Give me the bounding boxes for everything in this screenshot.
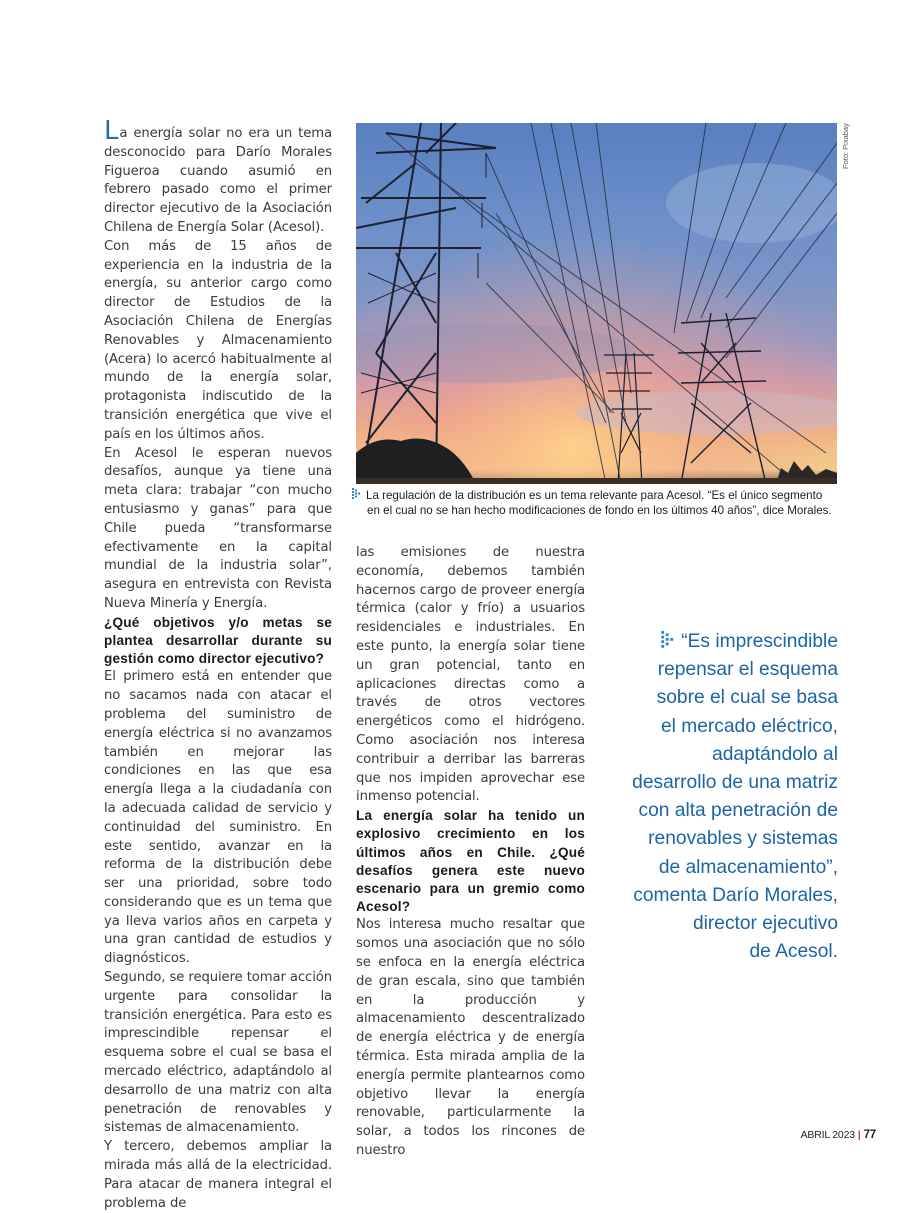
footer-separator: | xyxy=(857,1129,861,1141)
answer-paragraph: Y tercero, debemos ampliar la mirada más allá de la electricidad. Para atacar de manera integral el problema de xyxy=(104,1139,332,1211)
page-footer xyxy=(801,1129,876,1141)
answer-paragraph: Segundo, se requiere tomar acción urgente para consolidar la transición energética. Para esto es imprescindible repensar el esquema sobre el cual se basa el mercado eléctrico, adaptándolo al desarrollo de una matriz con alta penetración de renovables y sistemas de almacenamiento. xyxy=(104,970,332,1136)
article-photo xyxy=(356,123,837,484)
pull-quote: “Es imprescindible repensar el esquema sobre el cual se basa el mercado eléctrico, adaptándolo al desarrollo de una matriz con alta penetración de renovables y sistemas de almacenamiento”, comenta Darío Morales, director ejecutivo de Acesol. xyxy=(632,631,838,963)
intro-paragraph: La energía solar no era un tema desconocido para Darío Morales Figueroa cuando asumió en febrero pasado como el primer director ejecutivo de la Asociación Chilena de Energía Solar (Acesol). xyxy=(104,116,332,235)
photo-caption: La regulación de la distribución es un tema relevante para Acesol. “Es el único segmento en el cual no se han hecho modificaciones de fondo en los últimos 40 años”, dice Morales. xyxy=(352,488,842,518)
caption-bullet-icon xyxy=(352,488,364,500)
body-paragraph: las emisiones de nuestra economía, debemos también hacernos cargo de proveer energía térmica (calor y frío) a usuarios residenciales e industriales. En este punto, la energía solar tiene un gran potencial, tanto en aplicaciones directas como a través de otros vectores energéticos como el hidrógeno. Como asociación nos interesa contribuir a derribar las barreras que nos impiden aprovechar ese inmenso potencial. xyxy=(356,545,585,805)
transmission-towers-illustration xyxy=(356,123,837,484)
page-number: 77 xyxy=(863,1129,876,1141)
body-paragraph: En Acesol le esperan nuevos desafíos, aunque ya tiene una meta clara: trabajar “con mucho entusiasmo y ganas” para que Chile pueda “transformarse efectivamente en la capital mundial de la industria solar”, asegura en entrevista con Revista Nueva Minería y Energía. xyxy=(104,445,332,611)
interview-question-1: ¿Qué objetivos y/o metas se plantea desarrollar durante su gestión como director ejecutivo? xyxy=(104,614,332,667)
quote-bullet-icon xyxy=(661,631,677,649)
issue-date: ABRIL 2023 xyxy=(800,1129,855,1141)
drop-cap: L xyxy=(104,116,119,146)
article-column-1 xyxy=(104,116,332,1213)
photo-credit: Foto: Pixabay xyxy=(841,123,850,169)
article-column-2 xyxy=(356,544,585,1161)
interview-question-2: La energía solar ha tenido un explosivo crecimiento en los últimos años en Chile. ¿Qué desafíos genera este nuevo escenario para un gremio como Acesol? xyxy=(356,808,585,915)
answer-paragraph: El primero está en entender que no sacamos nada con atacar el problema del suministro de energía eléctrica si no avanzamos también en mejorar las condiciones en las que esa energía llega a la ciudadanía con la adecuada calidad de servicio y continuidad del suministro. En este sentido, avanzar en la reforma de la distribución debe ser una prioridad, sobre todo considerando que es un tema que ya lleva varios años en carpeta y una gran cantidad de estudios y diagnósticos. xyxy=(104,669,332,967)
answer-paragraph: Nos interesa mucho resaltar que somos una asociación que no sólo se enfoca en la energía eléctrica de gran escala, sino que también en la producción y almacenamiento descentralizado de energía eléctrica y de energía térmica. Esta mirada amplia de la energía permite plantearnos como objetivo llevar la energía renovable, particularmente la solar, a todos los rincones de nuestro xyxy=(356,917,585,1158)
body-paragraph: Con más de 15 años de experiencia en la industria de la energía, su anterior cargo como director de Estudios de la Asociación Chilena de Energías Renovables y Almacenamiento (Acera) lo acercó habitualmente al mundo de la energía solar, protagonista indiscutido de la transición energética que vive el país en los últimos años. xyxy=(104,238,332,442)
